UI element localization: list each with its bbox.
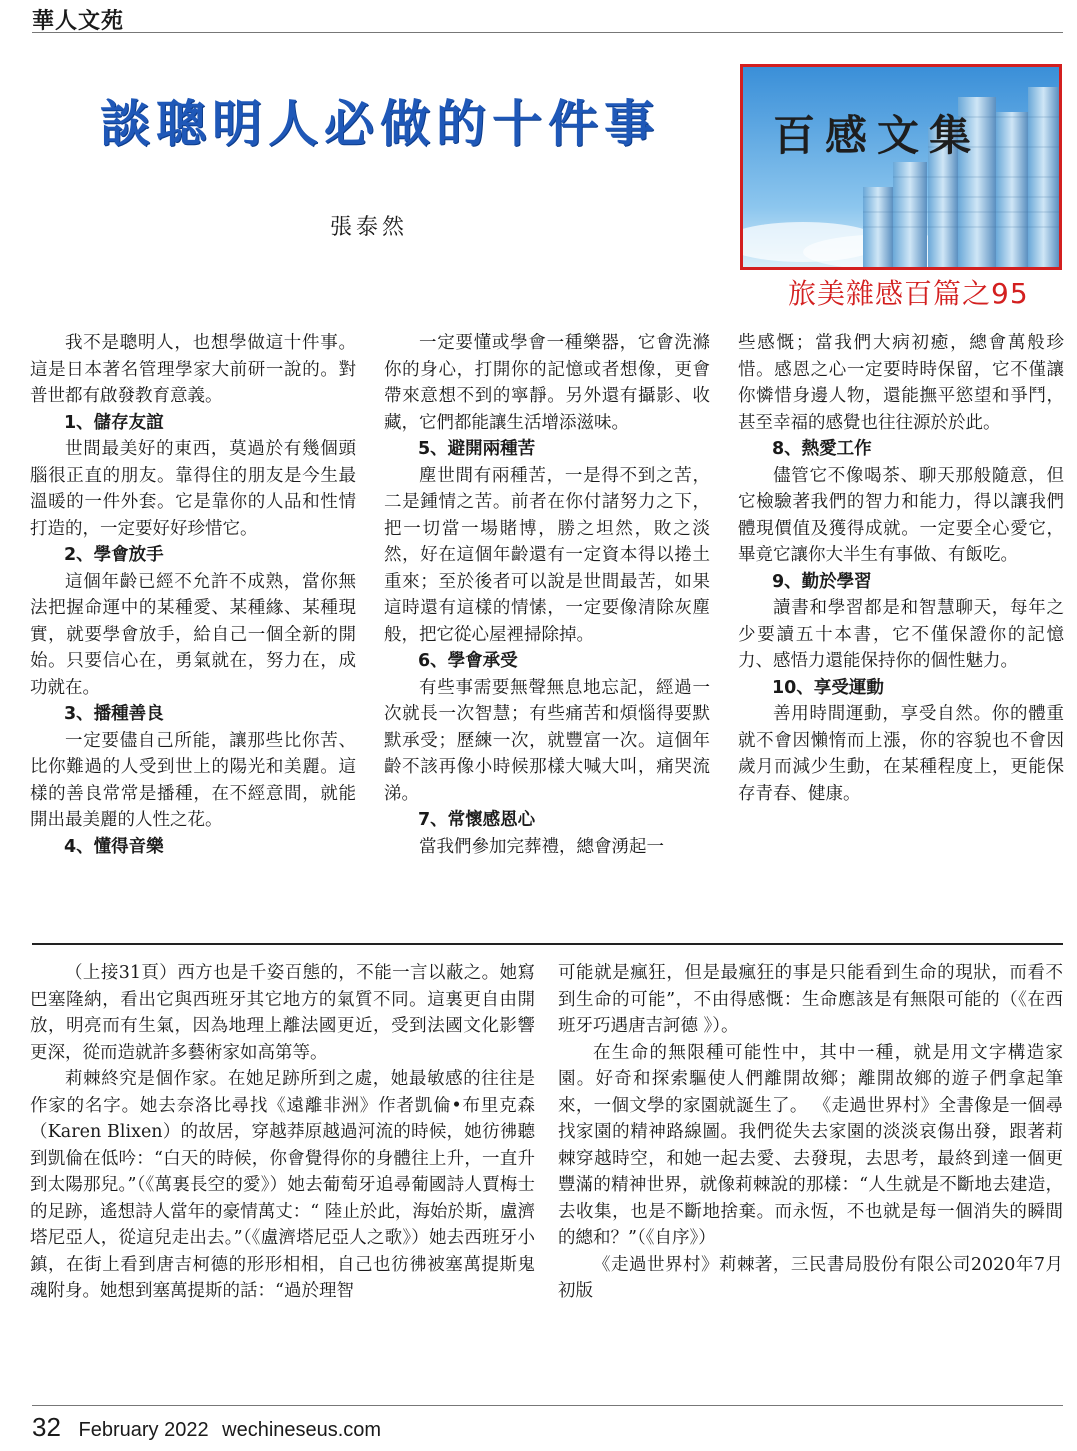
paragraph: 可能就是瘋狂，但是最瘋狂的事是只能看到生命的現狀，而看不到生命的可能”，不由得感慨：生命應該是有無限可能的（《在西班牙巧遇唐吉訶德 》）。 [558,963,1063,1036]
paragraph: 我不是聰明人，也想學做這十件事。這是日本著名管理學家大前研一說的。對普世都有啟發教育意義。 [30,333,356,406]
paragraph: 當我們參加完葬禮，總會湧起一 [419,836,664,857]
article-column-2 [384,330,710,860]
skyline-illustration [743,67,1059,267]
section-divider [32,943,1063,945]
paragraph: 有些事需要無聲無息地忘記，經過一次就長一次智慧；有些痛苦和煩惱得要默默承受；歷練一次，就豐富一次。這個年齡不該再像小時候那樣大喊大叫，痛哭流涕。 [384,677,710,804]
paragraph: 善用時間運動，享受自然。你的體重就不會因懶惰而上漲，你的容貌也不會因歲月而減少生動，在某種程度上，更能保存青春、健康。 [738,704,1064,804]
footer-divider [32,1405,1063,1406]
article-column-3 [738,330,1064,807]
page-number: 32 [32,1412,61,1442]
series-label: 旅美雜感百篇之95 [788,277,1029,310]
subheading: 1、儲存友誼 [64,412,164,433]
article-title: 談聰明人必做的十件事 [100,94,660,153]
paragraph: 世間最美好的東西，莫過於有幾個頭腦很正直的朋友。靠得住的朋友是今生最溫暖的一件外套。它是靠你的人品和性情打造的，一定要好好珍惜它。 [30,439,356,539]
subheading: 10、享受運動 [772,677,884,698]
issue-date: February 2022 [78,1419,209,1441]
paragraph: （上接31頁）西方也是千姿百態的，不能一言以蔽之。她寫巴塞隆納，看出它與西班牙其它地方的氣質不同。這裏更自由開放，明亮而有生氣，因為地理上離法國更近，受到法國文化影響更深，從而造就許多藝術家如高第等。 [30,963,535,1063]
subheading: 6、學會承受 [418,651,518,671]
review-column-left [30,960,535,1305]
paragraph: 儘管它不像喝茶、聊天那般隨意，但它檢驗著我們的智力和能力，得以讓我們體現價值及獲得成就。一定要全心愛它，畢竟它讓你大半生有事做、有飯吃。 [738,465,1064,565]
subheading: 2、學會放手 [64,545,164,565]
page-footer [32,1412,389,1443]
subheading: 9、勤於學習 [772,571,872,592]
section-title: 華人文苑 [32,8,125,34]
banner-title: 百感文集 [773,111,982,160]
paragraph: 讀書和學習都是和智慧聊天，每年之少要讀五十本書，它不僅保證你的記憶力、感悟力還能保持你的個性魅力。 [738,598,1064,671]
paragraph: 這個年齡已經不允許不成熟，當你無法把握命運中的某種愛、某種緣、某種現實，就要學會放手，給自己一個全新的開始。只要信心在，勇氣就在，努力在，成功就在。 [30,571,356,698]
paragraph: 一定要懂或學會一種樂器，它會洗滌你的身心，打開你的記憶或者想像，更會帶來意想不到的寧靜。另外還有攝影、收藏，它們都能讓生活增添滋味。 [384,333,710,433]
subheading: 5、避開兩種苦 [418,439,536,459]
subheading: 3、播種善良 [64,704,164,724]
paragraph: 《走過世界村》莉棘著，三民書局股份有限公司2020年7月初版 [558,1254,1063,1301]
paragraph: 些感慨；當我們大病初癒，總會萬般珍惜。感恩之心一定要時時保留，它不僅讓你憐惜身邊人物，還能撫平慾望和爭鬥，甚至幸福的感覺也往往源於於此。 [738,333,1064,433]
article-author: 張泰然 [330,215,409,240]
paragraph: 塵世間有兩種苦，一是得不到之苦，二是鍾情之苦。前者在你付諸努力之下，把一切當一場賭博，勝之坦然，敗之淡然，好在這個年齡還有一定資本得以捲土重來；至於後者可以說是世間最苦，如果這時還有這樣的情愫，一定要像清除灰塵般，把它從心屋裡掃除掉。 [384,465,710,645]
paragraph: 一定要儘自己所能，讓那些比你苦、比你難過的人受到世上的陽光和美麗。這樣的善良常常是播種，在不經意間，就能開出最美麗的人性之花。 [30,730,356,830]
review-column-right [558,960,1063,1305]
subheading: 7、常懷感恩心 [418,810,536,830]
paragraph: 在生命的無限種可能性中，其中一種，就是用文字構造家園。好奇和探索驅使人們離開故鄉；離開故鄉的遊子們拿起筆來，一個文學的家園就誕生了。 《走過世界村》全書像是一個尋找家園的精神路線圖。我們從失去家園的淡淡哀傷出發，跟著莉棘穿越時空，和她一起去愛、去發現，去思考，最終到達一個更豐滿的精神世界，就像莉棘說的那樣：“人生就是不斷地去建造，去收集，也是不斷地捨棄。而永恆，不也就是每一個消失的瞬間的總和？”（《自序》） [558,1042,1063,1248]
series-banner [740,64,1062,270]
paragraph: 莉棘終究是個作家。在她足跡所到之處，她最敏感的往往是作家的名字。她去奈洛比尋找《遠離非洲》作者凱倫•布里克森（Karen Blixen）的故居，穿越莽原越過河流的時候，她彷彿聽到凱倫在低吟：“白天的時候，你會覺得你的身體往上升，一直升到太陽那兒。”（《萬裏長空的愛》）她去葡萄牙追尋葡國詩人賈梅士的足跡，遙想詩人當年的豪情萬丈：“ 陸止於此，海始於斯，盧濟塔尼亞人，從這兒走出去。”（《盧濟塔尼亞人之歌》）她去西班牙小鎮，在街上看到唐吉柯德的形形相相，自己也彷彿被塞萬提斯鬼魂附身。她想到塞萬提斯的話：“過於理智 [30,1069,535,1301]
subheading: 8、熱愛工作 [772,439,872,459]
article-column-1 [30,330,356,860]
subheading: 4、懂得音樂 [64,836,164,857]
top-divider [32,32,1063,33]
website: wechineseus.com [222,1419,382,1441]
